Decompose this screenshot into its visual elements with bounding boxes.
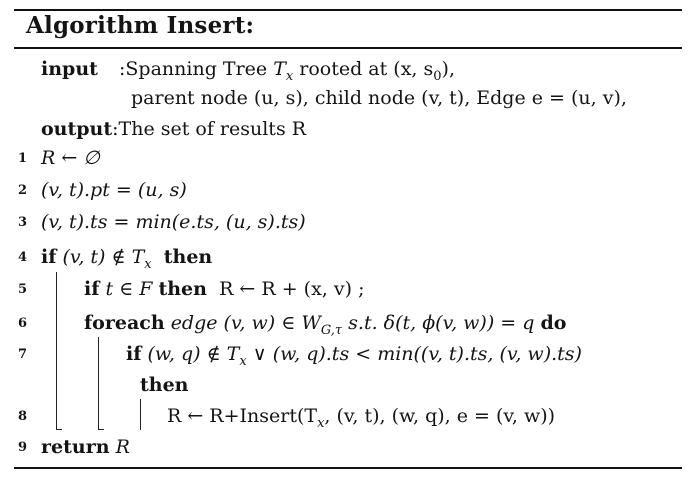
if-block-end bbox=[56, 429, 62, 430]
inner-if-block-bar bbox=[140, 399, 141, 430]
algo-line-6 bbox=[84, 311, 566, 343]
do-keyword: do bbox=[540, 312, 567, 334]
then-keyword: then bbox=[140, 374, 189, 396]
input-tx-sub: x bbox=[285, 68, 294, 84]
output-row bbox=[41, 117, 306, 141]
condition-rest: ∨ (w, q).ts < min((v, t).ts, (v, w).ts) bbox=[246, 343, 582, 365]
if-keyword: if bbox=[84, 278, 100, 300]
line-number: 4 bbox=[18, 250, 28, 265]
line-number: 9 bbox=[18, 440, 28, 455]
condition: (w, q) ∉ T bbox=[147, 343, 240, 365]
algo-line-7-cont bbox=[140, 373, 189, 397]
algo-line-2: (v, t).pt = (u, s) bbox=[41, 179, 187, 201]
loop-condition: s.t. δ(t, ϕ(v, w)) = q bbox=[342, 312, 535, 334]
algo-line-7 bbox=[126, 342, 582, 374]
algo-line-4 bbox=[41, 245, 212, 277]
foreach-block-end bbox=[98, 429, 104, 430]
input-separator: : bbox=[119, 58, 126, 80]
condition-sub: x bbox=[144, 256, 152, 272]
line-number: 1 bbox=[18, 151, 28, 166]
input-row-2 bbox=[131, 86, 627, 110]
algo-line-8 bbox=[167, 404, 555, 436]
statement: R ← R+Insert(T bbox=[167, 405, 318, 427]
if-keyword: if bbox=[126, 343, 142, 365]
top-rule bbox=[14, 9, 682, 11]
input-text-1-rest: rooted at (x, s bbox=[293, 58, 434, 80]
bottom-rule bbox=[14, 467, 682, 469]
line-number: 3 bbox=[18, 215, 28, 230]
line-number: 7 bbox=[18, 347, 28, 362]
output-keyword: output bbox=[41, 118, 113, 140]
condition-sub: x bbox=[239, 353, 247, 369]
input-keyword: input bbox=[41, 58, 98, 80]
foreach-block-bar bbox=[98, 337, 99, 430]
loop-domain: edge (v, w) ∈ W bbox=[170, 312, 321, 334]
loop-domain-sub: G,τ bbox=[320, 322, 343, 338]
algo-line-5 bbox=[84, 277, 364, 301]
statement: R ← R + (x, v) ; bbox=[219, 278, 365, 300]
algo-line-1: R ← ∅ bbox=[41, 147, 100, 169]
input-sep bbox=[119, 57, 455, 89]
return-keyword: return bbox=[41, 436, 110, 458]
algorithm-title: Algorithm Insert: bbox=[26, 12, 255, 39]
line-number: 2 bbox=[18, 183, 28, 198]
output-text: The set of results R bbox=[118, 118, 307, 140]
input-row bbox=[41, 57, 98, 81]
then-keyword: then bbox=[163, 246, 213, 268]
foreach-keyword: foreach bbox=[84, 312, 165, 334]
input-s0-sub: 0 bbox=[433, 68, 442, 84]
line-number: 5 bbox=[18, 282, 28, 297]
if-keyword: if bbox=[41, 246, 57, 268]
statement-sub: x bbox=[317, 415, 325, 431]
input-tx: T bbox=[273, 58, 286, 80]
return-value: R bbox=[115, 436, 130, 458]
if-block-bar bbox=[56, 272, 57, 430]
output-separator: : bbox=[112, 118, 119, 140]
condition: (v, t) ∉ T bbox=[62, 246, 145, 268]
condition: t ∈ F bbox=[105, 278, 153, 300]
input-text-1: Spanning Tree bbox=[125, 58, 274, 80]
line-number: 8 bbox=[18, 409, 28, 424]
algo-line-9 bbox=[41, 435, 130, 459]
input-text-1-end: ), bbox=[441, 58, 455, 80]
input-text-2: parent node (u, s), child node (v, t), Edge e = (u, v), bbox=[131, 87, 627, 109]
line-number: 6 bbox=[18, 316, 28, 331]
title-rule bbox=[14, 47, 682, 49]
algo-line-3: (v, t).ts = min(e.ts, (u, s).ts) bbox=[41, 211, 306, 233]
statement-rest: , (v, t), (w, q), e = (v, w)) bbox=[324, 405, 556, 427]
then-keyword: then bbox=[158, 278, 207, 300]
